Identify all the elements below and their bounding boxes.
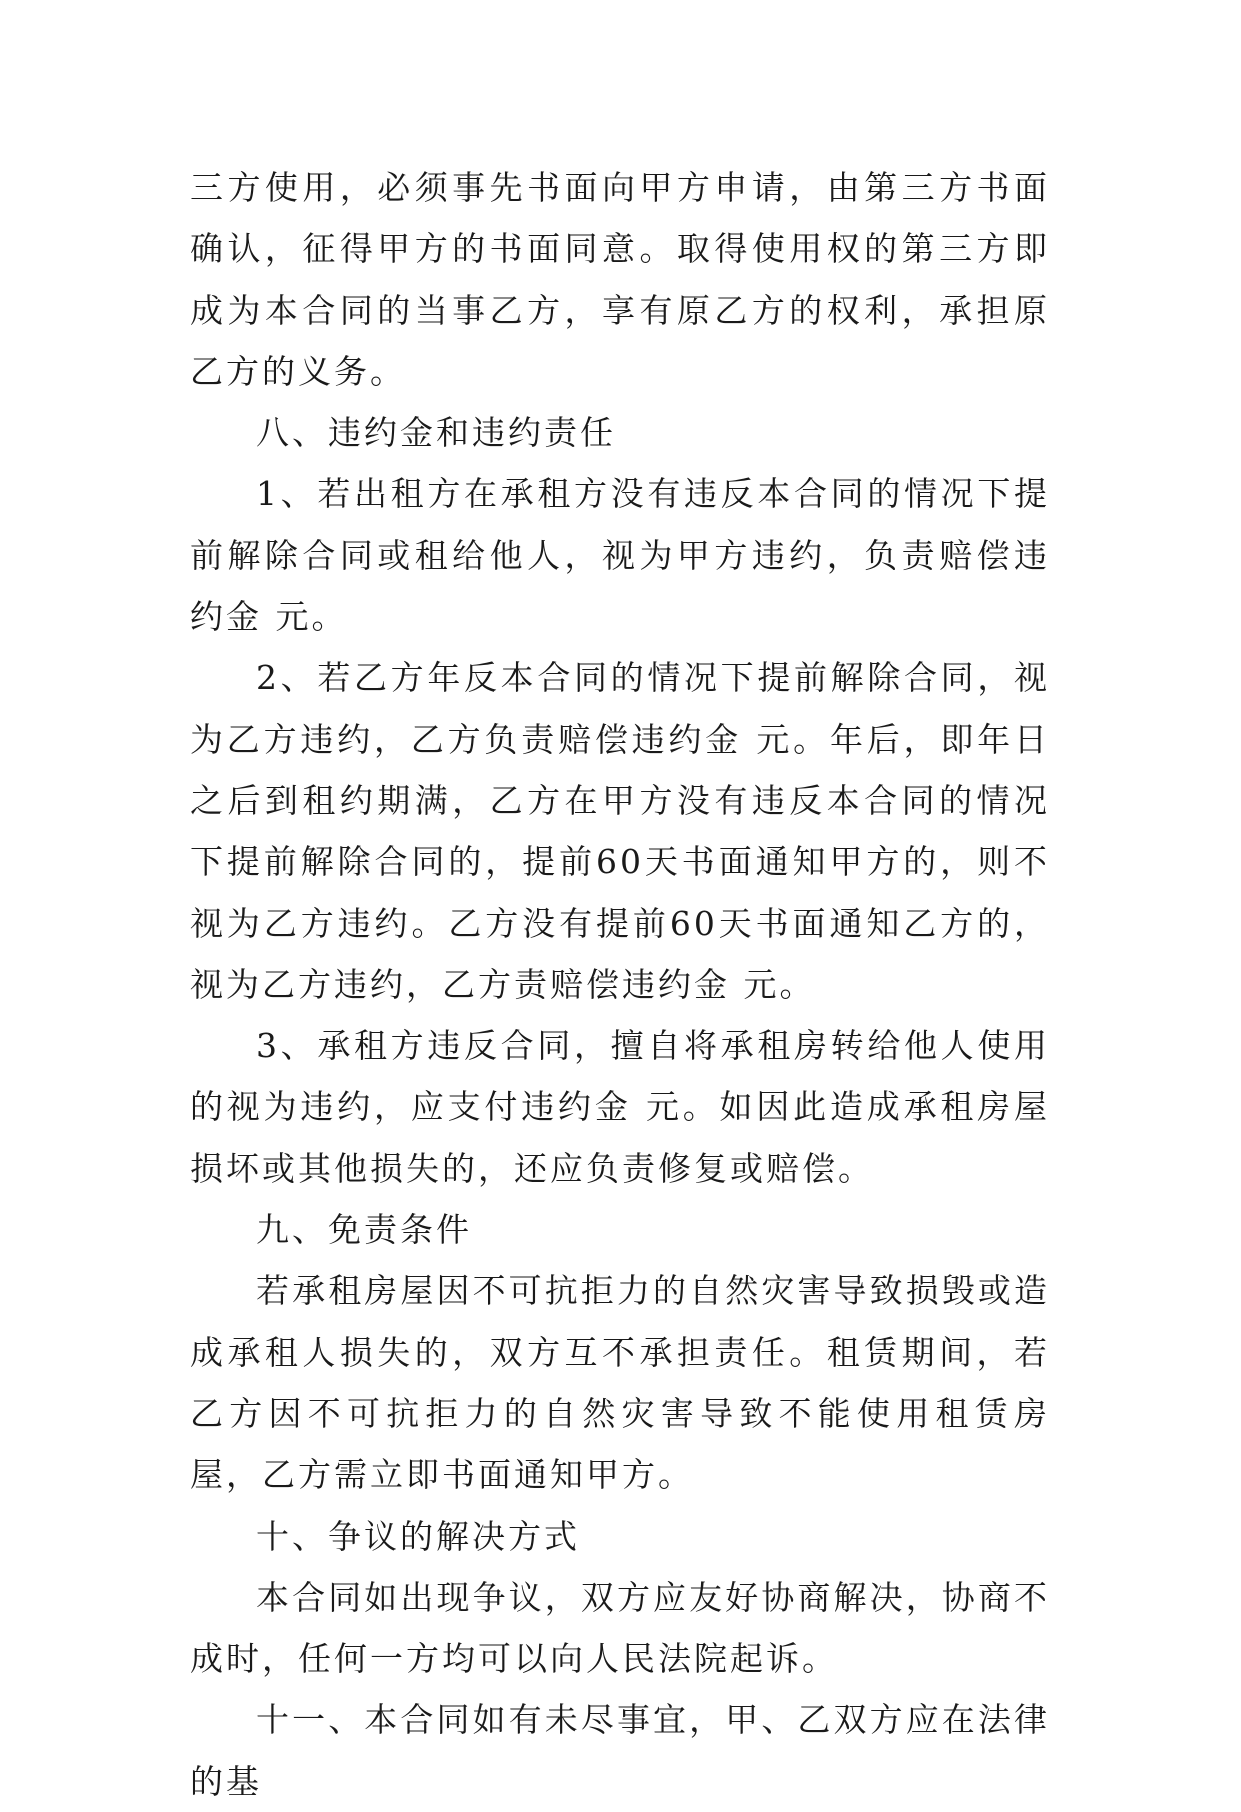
- paragraph-continuation: 三方使用，必须事先书面向甲方申请，由第三方书面确认，征得甲方的书面同意。取得使用权的第三方即成为本合同的当事乙方，享有原乙方的权利，承担原乙方的义务。: [190, 168, 1050, 391]
- clause-force-majeure: 若承租房屋因不可抗拒力的自然灾害导致损毁或造成承租人损失的，双方互不承担责任。租赁期间，若乙方因不可抗拒力的自然灾害导致不能使用租赁房屋，乙方需立即书面通知甲方。: [190, 1271, 1050, 1495]
- section-heading-exemption: 九、免责条件: [256, 1210, 472, 1250]
- clause-1-lessor-breach: 1、若出租方在承租方没有违反本合同的情况下提前解除合同或租给他人，视为甲方违约，负责赔偿违约金 元。: [190, 474, 1050, 637]
- clause-2-lessee-breach: 2、若乙方年反本合同的情况下提前解除合同，视为乙方违约，乙方负责赔偿违约金 元。年后，即年日之后到租约期满，乙方在甲方没有违反本合同的情况下提前解除合同的，提前60天书面通知甲方的，则不视为乙方违约。乙方没有提前60天书面通知乙方的，视为乙方违约，乙方责赔偿违约金 元。: [190, 658, 1050, 1004]
- section-heading-dispute-resolution: 十、争议的解决方式: [256, 1516, 580, 1556]
- section-heading-breach-liability: 八、违约金和违约责任: [256, 413, 616, 453]
- section-eleven-supplementary: 十一、本合同如有未尽事宜，甲、乙双方应在法律的基: [190, 1700, 1050, 1801]
- document-body: [190, 157, 1050, 1812]
- clause-dispute-resolution: 本合同如出现争议，双方应友好协商解决，协商不成时，任何一方均可以向人民法院起诉。: [190, 1577, 1050, 1679]
- clause-3-sublease-breach: 3、承租方违反合同，擅自将承租房转给他人使用的视为违约，应支付违约金 元。如因此造成承租房屋损坏或其他损失的，还应负责修复或赔偿。: [190, 1026, 1050, 1188]
